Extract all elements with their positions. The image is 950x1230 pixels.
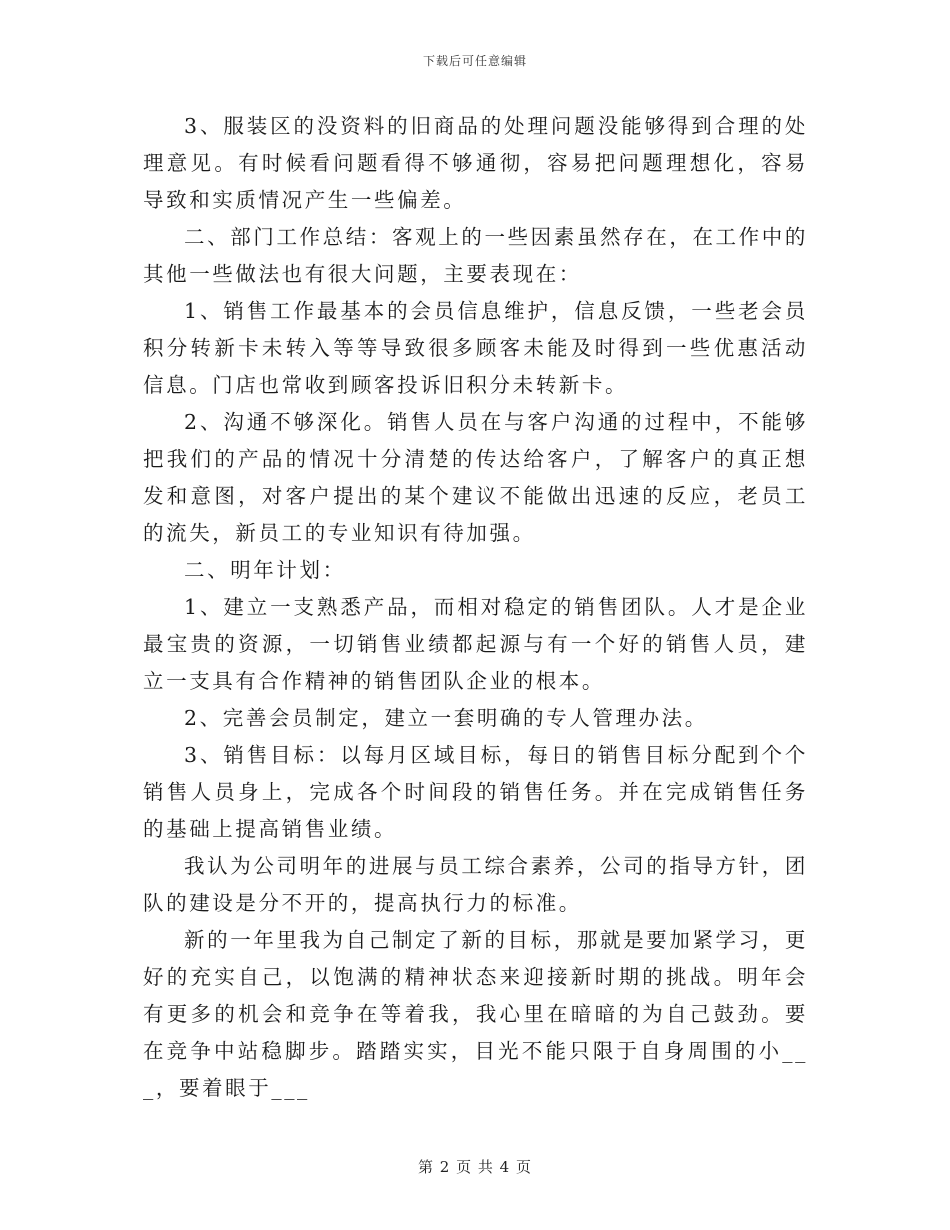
- paragraph: 2、沟通不够深化。销售人员在与客户沟通的过程中，不能够把我们的产品的情况十分清楚的传达给客户，了解客户的真正想发和意图，对客户提出的某个建议不能做出迅速的反应，老员工的流失，新员工的专业知识有待加强。: [143, 410, 808, 545]
- page-number: 第 2 页 共 4 页: [418, 1158, 532, 1176]
- section-heading: 二、明年计划：: [184, 558, 346, 582]
- paragraph: 我认为公司明年的进展与员工综合素养，公司的指导方针，团队的建设是分不开的，提高执行力的标准。: [143, 854, 808, 915]
- paragraph: 3、销售目标：以每月区域目标，每日的销售目标分配到个个销售人员身上，完成各个时间段的销售任务。并在完成销售任务的基础上提高销售业绩。: [143, 743, 808, 841]
- paragraph: 3、服装区的没资料的旧商品的处理问题没能够得到合理的处理意见。有时候看问题看得不够通彻，容易把问题理想化，容易导致和实质情况产生一些偏差。: [143, 114, 808, 212]
- paragraph: 2、完善会员制定，建立一套明确的专人管理办法。: [184, 706, 708, 730]
- section-heading: 二、部门工作总结：客观上的一些因素虽然存在，在工作中的其他一些做法也有很大问题，主要表现在：: [143, 225, 808, 286]
- paragraph: 新的一年里我为自己制定了新的目标，那就是要加紧学习，更好的充实自己，以饱满的精神状态来迎接新时期的挑战。明年会有更多的机会和竞争在等着我，我心里在暗暗的为自己鼓劲。要在竞争中站稳脚步。踏踏实实，目光不能只限于自身周围的小___，要着眼于___: [143, 928, 808, 1100]
- document-body: [143, 108, 808, 1107]
- paragraph: 1、建立一支熟悉产品，而相对稳定的销售团队。人才是企业最宝贵的资源，一切销售业绩都起源与有一个好的销售人员，建立一支具有合作精神的销售团队企业的根本。: [143, 595, 808, 693]
- paragraph: 1、销售工作最基本的会员信息维护，信息反馈，一些老会员积分转新卡未转入等等导致很多顾客未能及时得到一些优惠活动信息。门店也常收到顾客投诉旧积分未转新卡。: [143, 299, 808, 397]
- page-header: 下载后可任意编辑: [422, 54, 527, 68]
